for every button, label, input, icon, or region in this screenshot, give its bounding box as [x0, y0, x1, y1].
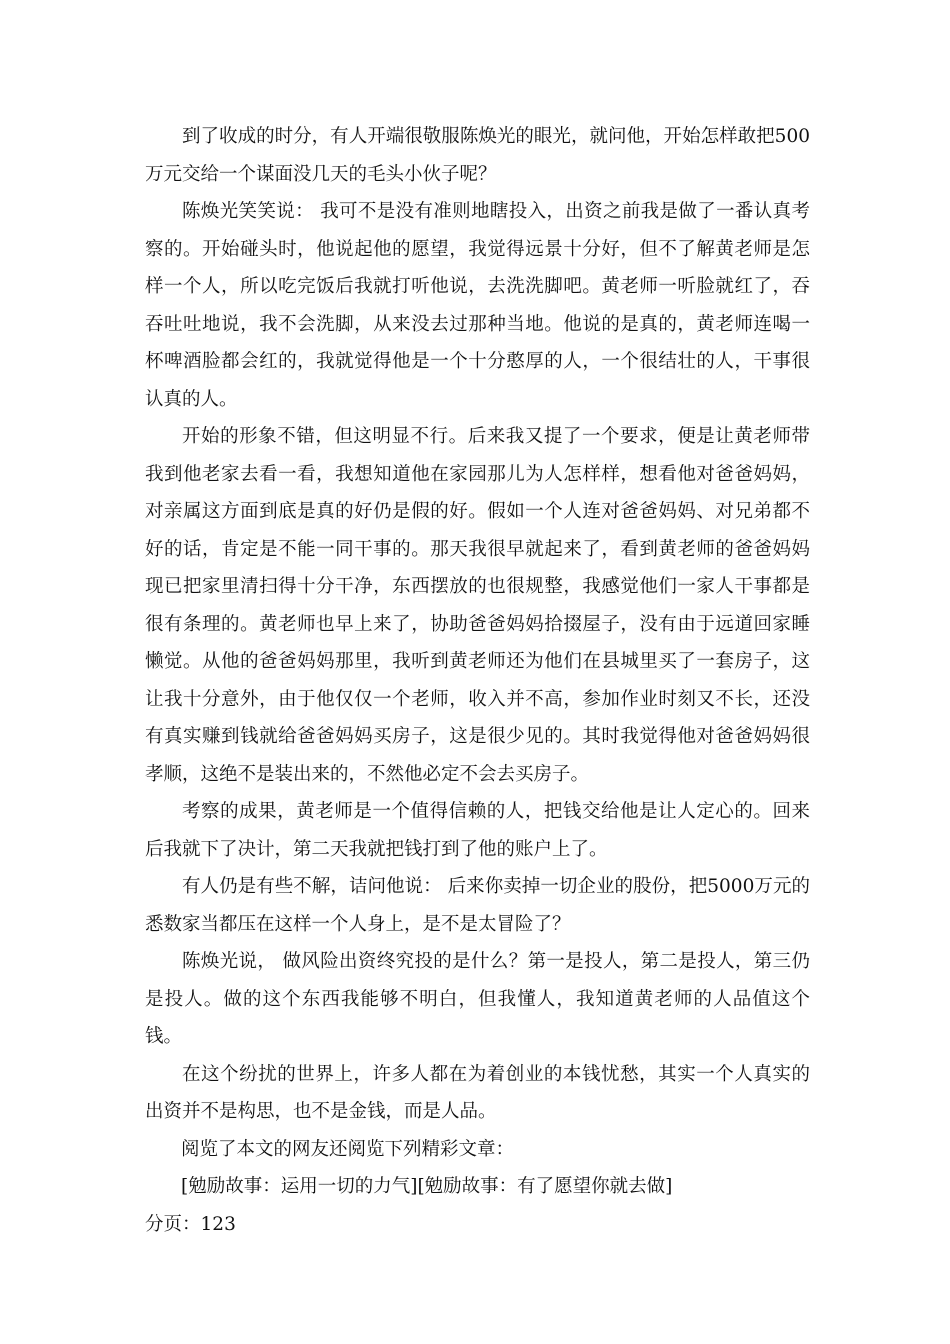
article-paragraph-5: 有人仍是有些不解，诘问他说： 后来你卖掉一切企业的股份，把5000万元的悉数家当都压在这样一个人身上，是不是太冒险了？	[145, 876, 810, 935]
related-articles-list	[145, 1168, 810, 1206]
article-paragraph-1: 到了收成的时分，有人开端很敬服陈焕光的眼光，就问他，开始怎样敢把500万元交给一个谋面没几天的毛头小伙子呢？	[145, 126, 810, 185]
page-link-2[interactable]: 2	[212, 1213, 225, 1235]
pagination-label: 分页：	[145, 1213, 201, 1235]
related-articles-intro: 阅览了本文的网友还阅览下列精彩文章：	[181, 1138, 515, 1160]
related-article-link-2[interactable]: [勉励故事：有了愿望你就去做]	[417, 1176, 673, 1197]
article-page	[145, 118, 810, 1243]
related-article-link-1[interactable]: [勉励故事：运用一切的力气]	[181, 1176, 418, 1197]
pagination	[145, 1206, 810, 1244]
page-link-1[interactable]: 1	[200, 1213, 213, 1235]
article-paragraph-3: 开始的形象不错，但这明显不行。后来我又提了一个要求，便是让黄老师带我到他老家去看一看，我想知道他在家园那儿为人怎样样，想看他对爸爸妈妈，对亲属这方面到底是真的好仍是假的好。假如一个人连对爸爸妈妈、对兄弟都不好的话，肯定是不能一同干事的。那天我很早就起来了，看到黄老师的爸爸妈妈现已把家里清扫得十分干净，东西摆放的也很规整，我感觉他们一家人干事都是很有条理的。黄老师也早上来了，协助爸爸妈妈拾掇屋子，没有由于远道回家睡懒觉。从他的爸爸妈妈那里，我听到黄老师还为他们在县城里买了一套房子，这让我十分意外，由于他仅仅一个老师，收入并不高，参加作业时刻又不长，还没有真实赚到钱就给爸爸妈妈买房子，这是很少见的。其时我觉得他对爸爸妈妈很孝顺，这绝不是装出来的，不然他必定不会去买房子。	[145, 426, 810, 785]
article-paragraph-4: 考察的成果，黄老师是一个值得信赖的人，把钱交给他是让人定心的。回来后我就下了决计，第二天我就把钱打到了他的账户上了。	[145, 801, 810, 860]
page-link-3[interactable]: 3	[224, 1213, 236, 1235]
article-paragraph-7: 在这个纷扰的世界上，许多人都在为着创业的本钱忧愁，其实一个人真实的出资并不是构思，也不是金钱，而是人品。	[145, 1063, 810, 1122]
article-paragraph-6: 陈焕光说， 做风险出资终究投的是什么？第一是投人，第二是投人，第三仍是投人。做的这个东西我能够不明白，但我懂人，我知道黄老师的人品值这个钱。	[145, 951, 810, 1047]
article-paragraph-2: 陈焕光笑笑说： 我可不是没有准则地瞎投入，出资之前我是做了一番认真考察的。开始碰头时，他说起他的愿望，我觉得远景十分好，但不了解黄老师是怎样一个人，所以吃完饭后我就打听他说，去洗洗脚吧。黄老师一听脸就红了，吞吞吐吐地说，我不会洗脚，从来没去过那种当地。他说的是真的，黄老师连喝一杯啤酒脸都会红的，我就觉得他是一个十分憨厚的人，一个很结壮的人，干事很认真的人。	[145, 201, 810, 410]
